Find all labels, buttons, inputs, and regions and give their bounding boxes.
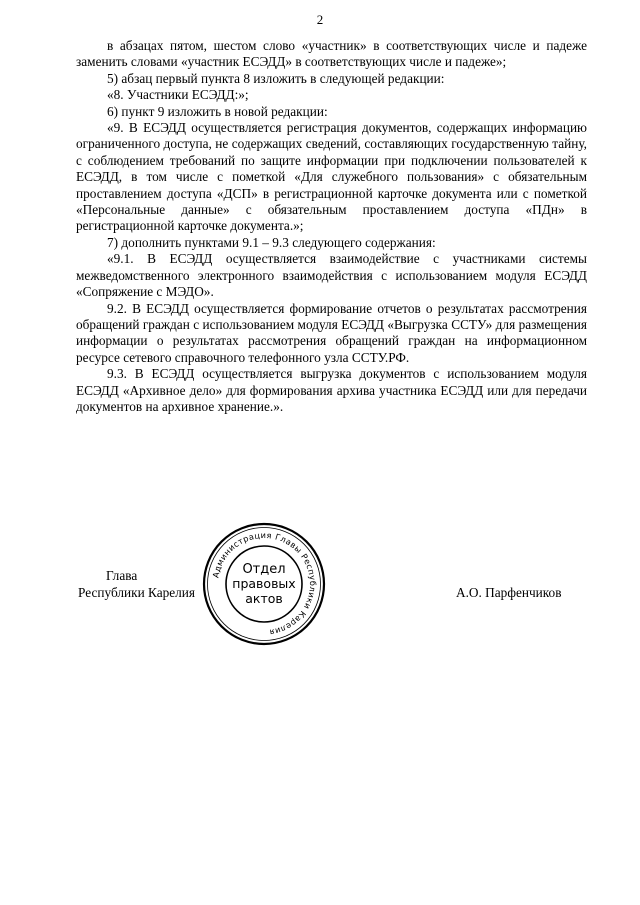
- paragraph-item-8-text: «8. Участники ЕСЭДД:»;: [107, 87, 249, 103]
- paragraph-item-9-2: 9.2. В ЕСЭДД осуществляется формирование отчетов о результатах рассмотрения обращений граждан с использованием модуля ЕСЭДД «Выгрузка ССТУ» для размещения информации о результатах рассмотрения обращений граждан на информационном ресурсе сетевого справочного телефонного узла ССТУ.РФ.: [76, 300, 587, 365]
- signer-title-line2: Республики Карелия: [78, 585, 196, 600]
- paragraph-item-5: 5) абзац первый пункта 8 изложить в следующей редакции:: [107, 70, 445, 86]
- stamp-ring-text: Администрация Главы Республики Карелия: [210, 529, 319, 638]
- paragraph-item-9-3: 9.3. В ЕСЭДД осуществляется выгрузка документов с использованием модуля ЕСЭДД «Архивное дело» для формирования архива участника ЕСЭДД или для передачи документов на архивное хранение.».: [76, 366, 587, 414]
- stamp-center-line3: актов: [245, 591, 283, 606]
- paragraph-abzacy: в абзацах пятом, шестом слово «участник» в соответствующих числе и падеже заменить словами «участник ЕСЭДД» в соответствующих числе и падеже»;: [76, 38, 587, 70]
- signer-name: А.О. Парфенчиков: [456, 585, 562, 600]
- stamp-center-line1: Отдел: [242, 562, 286, 577]
- paragraph-item-9-1: «9.1. В ЕСЭДД осуществляется взаимодействие с участниками системы межведомственного электронного взаимодействия с использованием модуля ЕСЭДД «Сопряжение с МЭДО».: [76, 251, 587, 300]
- stamp-center-line2: правовых: [232, 576, 296, 591]
- paragraph-item-6: 6) пункт 9 изложить в новой редакции:: [107, 103, 328, 119]
- signer-title-line1: Глава: [106, 568, 138, 583]
- paragraph-item-9-text: «9. В ЕСЭДД осуществляется регистрация документов, содержащих информацию ограниченного доступа, не содержащих сведений, составляющих государственную тайну, с соблюдением требований по защите информации при подключении пользователей к ЕСЭДД, в том числе с пометкой «Для служебного пользования» с обязательным проставлением доступа «ДСП» в регистрационной карточке документа или с пометкой «Персональные данные» с обязательным проставлением доступа «ПДн» в регистрационной карточке документа.»;: [76, 120, 587, 234]
- document-body: [76, 38, 587, 415]
- page-number: 2: [316, 12, 324, 27]
- signature-block: [0, 565, 640, 605]
- paragraph-item-7: 7) дополнить пунктами 9.1 – 9.3 следующего содержания:: [107, 234, 436, 250]
